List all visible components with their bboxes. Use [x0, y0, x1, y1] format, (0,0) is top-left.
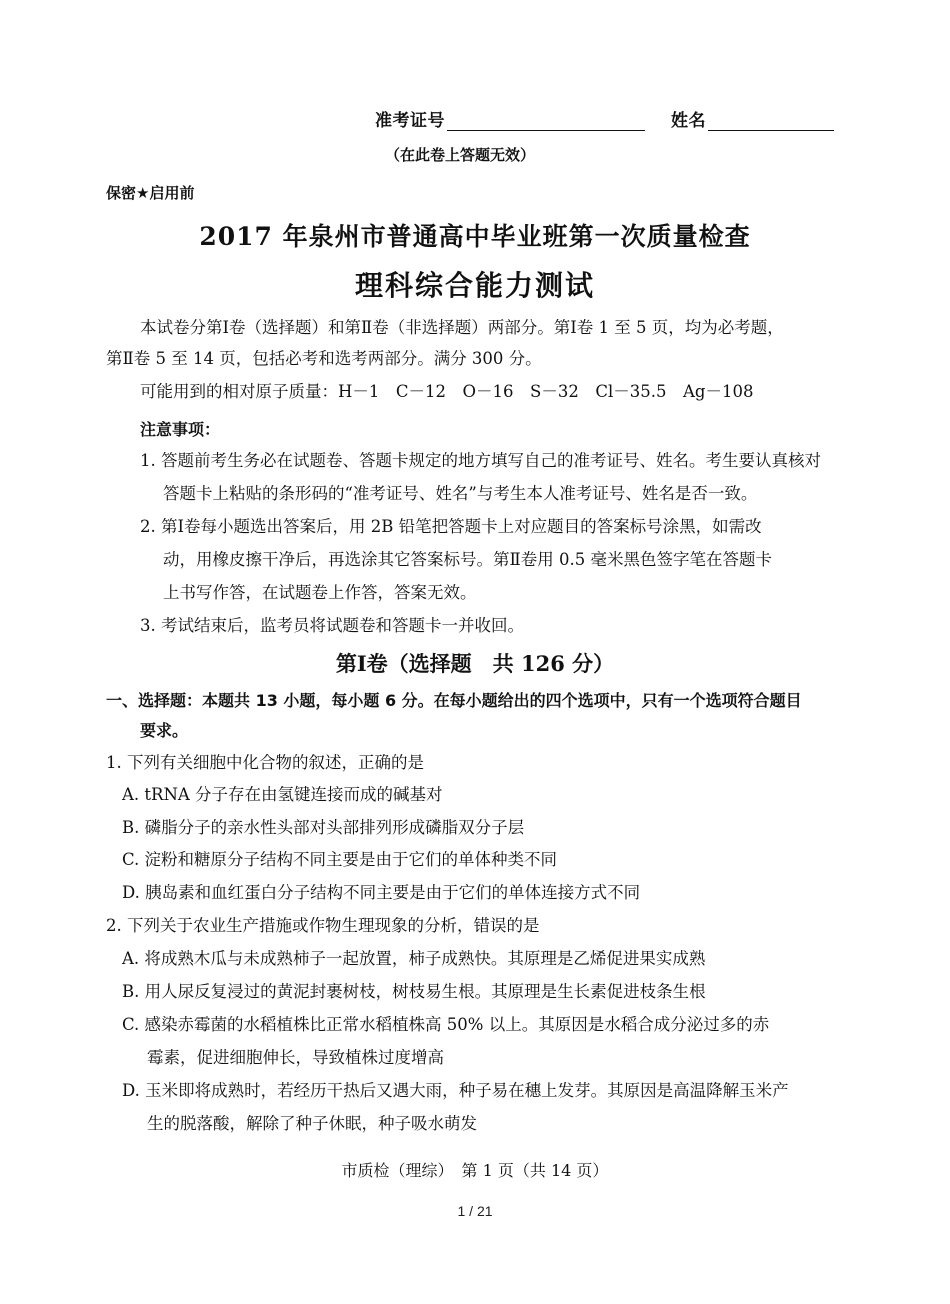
page-footer: 市质检（理综） 第 1 页（共 14 页） — [341, 1161, 609, 1180]
question-2-option-a: A. 将成熟木瓜与未成熟柿子一起放置，柿子成熟快。其原理是乙烯促进果实成熟 — [122, 949, 706, 968]
question-2-stem: 2. 下列关于农业生产措施或作物生理现象的分析，错误的是 — [106, 916, 540, 935]
note-2-line-2: 动，用橡皮擦干净后，再选涂其它答案标号。第Ⅱ卷用 0.5 毫米黑色签字笔在答题卡 — [163, 550, 772, 569]
question-2-option-b: B. 用人尿反复浸过的黄泥封裹树枝，树枝易生根。其原理是生长素促进枝条生根 — [122, 982, 706, 1001]
question-1-option-a: A. tRNA 分子存在由氢键连接而成的碱基对 — [122, 785, 443, 804]
name-label: 姓名 — [671, 111, 706, 131]
name-field — [671, 106, 834, 131]
exam-subtitle: 理科综合能力测试 — [354, 269, 595, 302]
note-1-line-2: 答题卡上粘贴的条形码的“准考证号、姓名”与考生本人准考证号、姓名是否一致。 — [163, 484, 758, 503]
question-1-option-c: C. 淀粉和糖原分子结构不同主要是由于它们的单体种类不同 — [122, 850, 558, 869]
question-2-option-d-line-1: D. 玉米即将成熟时，若经历干热后又遇大雨，种子易在穗上发芽。其原因是高温降解玉米产 — [122, 1081, 789, 1100]
question-2-option-d-line-2: 生的脱落酸，解除了种子休眠，种子吸水萌发 — [147, 1114, 477, 1133]
note-1-line-1: 1. 答题前考生务必在试题卷、答题卡规定的地方填写自己的准考证号、姓名。考生要认真核对 — [140, 451, 821, 470]
question-1-option-d: D. 胰岛素和血红蛋白分子结构不同主要是由于它们的单体连接方式不同 — [122, 883, 641, 902]
intro-line-1: 本试卷分第Ⅰ卷（选择题）和第Ⅱ卷（非选择题）两部分。第Ⅰ卷 1 至 5 页，均为必考题， — [140, 318, 784, 337]
part-one-title: 第Ⅰ卷（选择题 共 126 分） — [335, 651, 615, 676]
atomic-masses: 可能用到的相对原子质量：H－1 C－12 O－16 S－32 Cl－35.5 Ag－108 — [140, 382, 754, 401]
notes-heading: 注意事项： — [140, 420, 221, 439]
question-2-option-c-line-1: C. 感染赤霉菌的水稻植株比正常水稻植株高 50% 以上。其原因是水稻合成分泌过多的赤 — [122, 1015, 770, 1034]
note-3-line-1: 3. 考试结束后，监考员将试题卷和答题卡一并收回。 — [140, 616, 524, 635]
intro-line-2: 第Ⅱ卷 5 至 14 页，包括必考和选考两部分。满分 300 分。 — [106, 349, 542, 368]
exam-id-label: 准考证号 — [375, 111, 445, 131]
name-blank — [708, 114, 834, 131]
question-1-option-b: B. 磷脂分子的亲水性头部对头部排列形成磷脂双分子层 — [122, 818, 525, 837]
exam-id-blank — [447, 114, 645, 131]
note-2-line-3: 上书写作答，在试题卷上作答，答案无效。 — [163, 583, 477, 602]
no-answer-notice: （在此卷上答题无效） — [385, 146, 536, 164]
page-number: 1 / 21 — [457, 1203, 493, 1219]
confidential-label: 保密★启用前 — [106, 184, 195, 202]
exam-id-field — [375, 106, 645, 131]
section-instructions-line-2: 要求。 — [140, 721, 189, 740]
note-2-line-1: 2. 第Ⅰ卷每小题选出答案后，用 2B 铅笔把答题卡上对应题目的答案标号涂黑，如需改 — [140, 517, 762, 536]
question-2-option-c-line-2: 霉素，促进细胞伸长，导致植株过度增高 — [147, 1048, 444, 1067]
question-1-stem: 1. 下列有关细胞中化合物的叙述，正确的是 — [106, 753, 424, 772]
exam-title: 2017 年泉州市普通高中毕业班第一次质量检查 — [199, 222, 751, 251]
section-instructions-line-1: 一、选择题：本题共 13 小题，每小题 6 分。在每小题给出的四个选项中，只有一个选项符合题目 — [106, 691, 802, 710]
